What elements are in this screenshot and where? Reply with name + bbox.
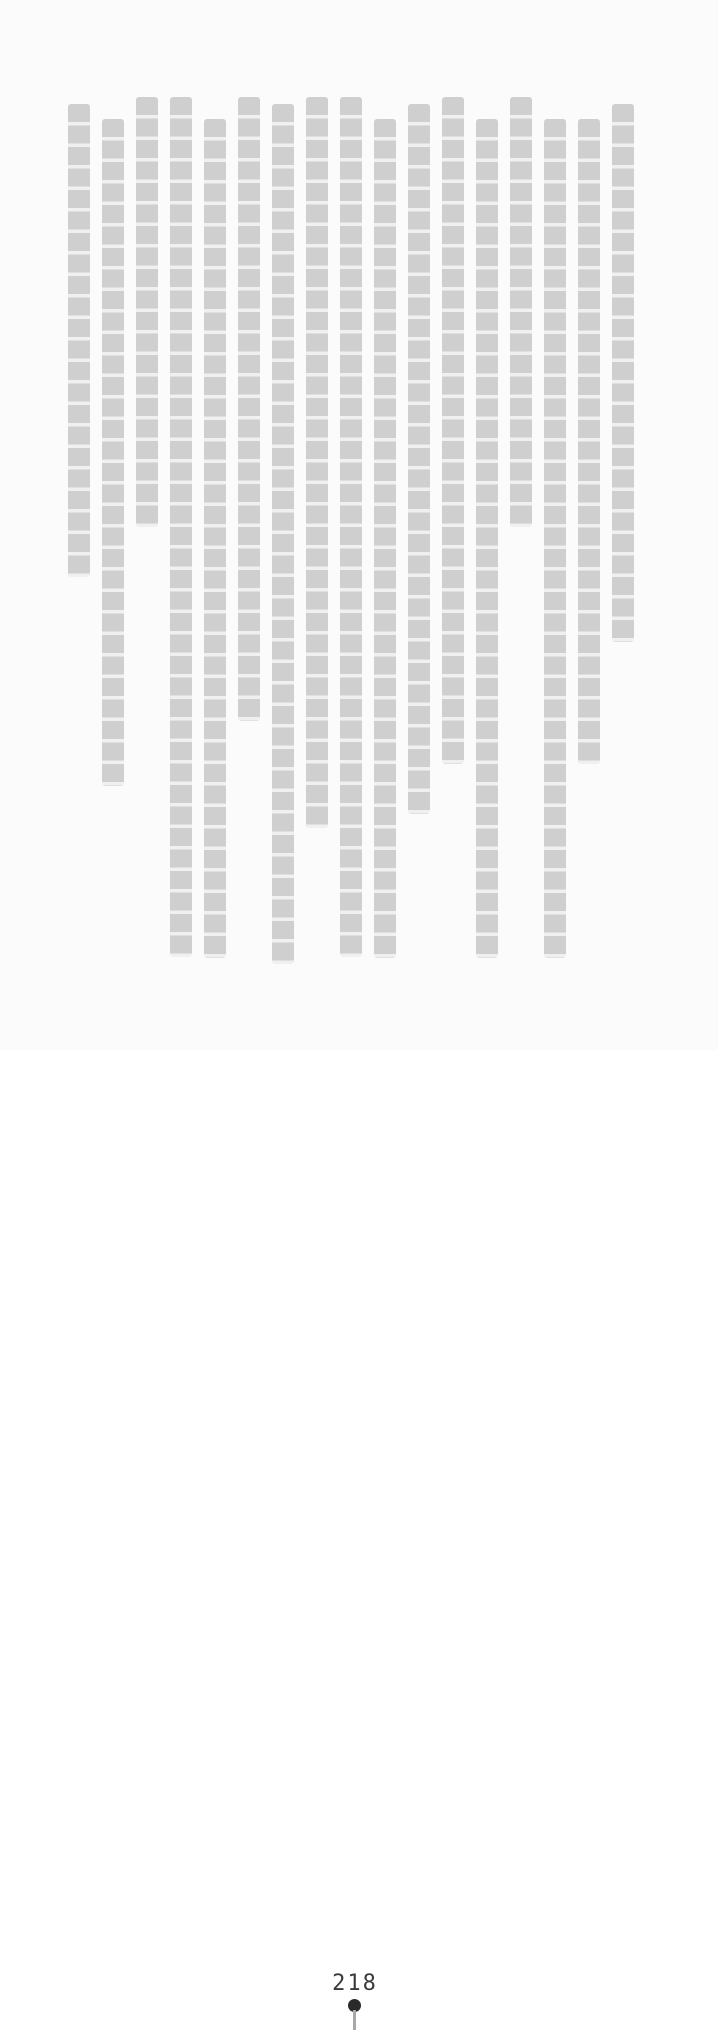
page-footer (0, 980, 718, 1996)
page-number: 218 (332, 1971, 378, 1996)
text-line-redacted (340, 97, 362, 957)
text-line-redacted (578, 119, 600, 764)
text-line-redacted (68, 104, 90, 577)
body-text-columns (0, 0, 718, 980)
text-line-redacted (306, 97, 328, 828)
binding-mark-line (353, 2010, 356, 2030)
text-line-redacted (442, 97, 464, 764)
text-line-redacted (374, 119, 396, 958)
text-line-redacted (204, 119, 226, 958)
text-line-redacted (102, 119, 124, 786)
text-line-redacted (408, 104, 430, 814)
text-line-redacted (136, 97, 158, 527)
text-line-redacted (612, 104, 634, 642)
text-line-redacted (544, 119, 566, 958)
text-line-redacted (170, 97, 192, 957)
text-line-redacted (510, 97, 532, 527)
text-line-redacted (272, 104, 294, 964)
text-line-redacted (238, 97, 260, 721)
text-line-redacted (476, 119, 498, 958)
